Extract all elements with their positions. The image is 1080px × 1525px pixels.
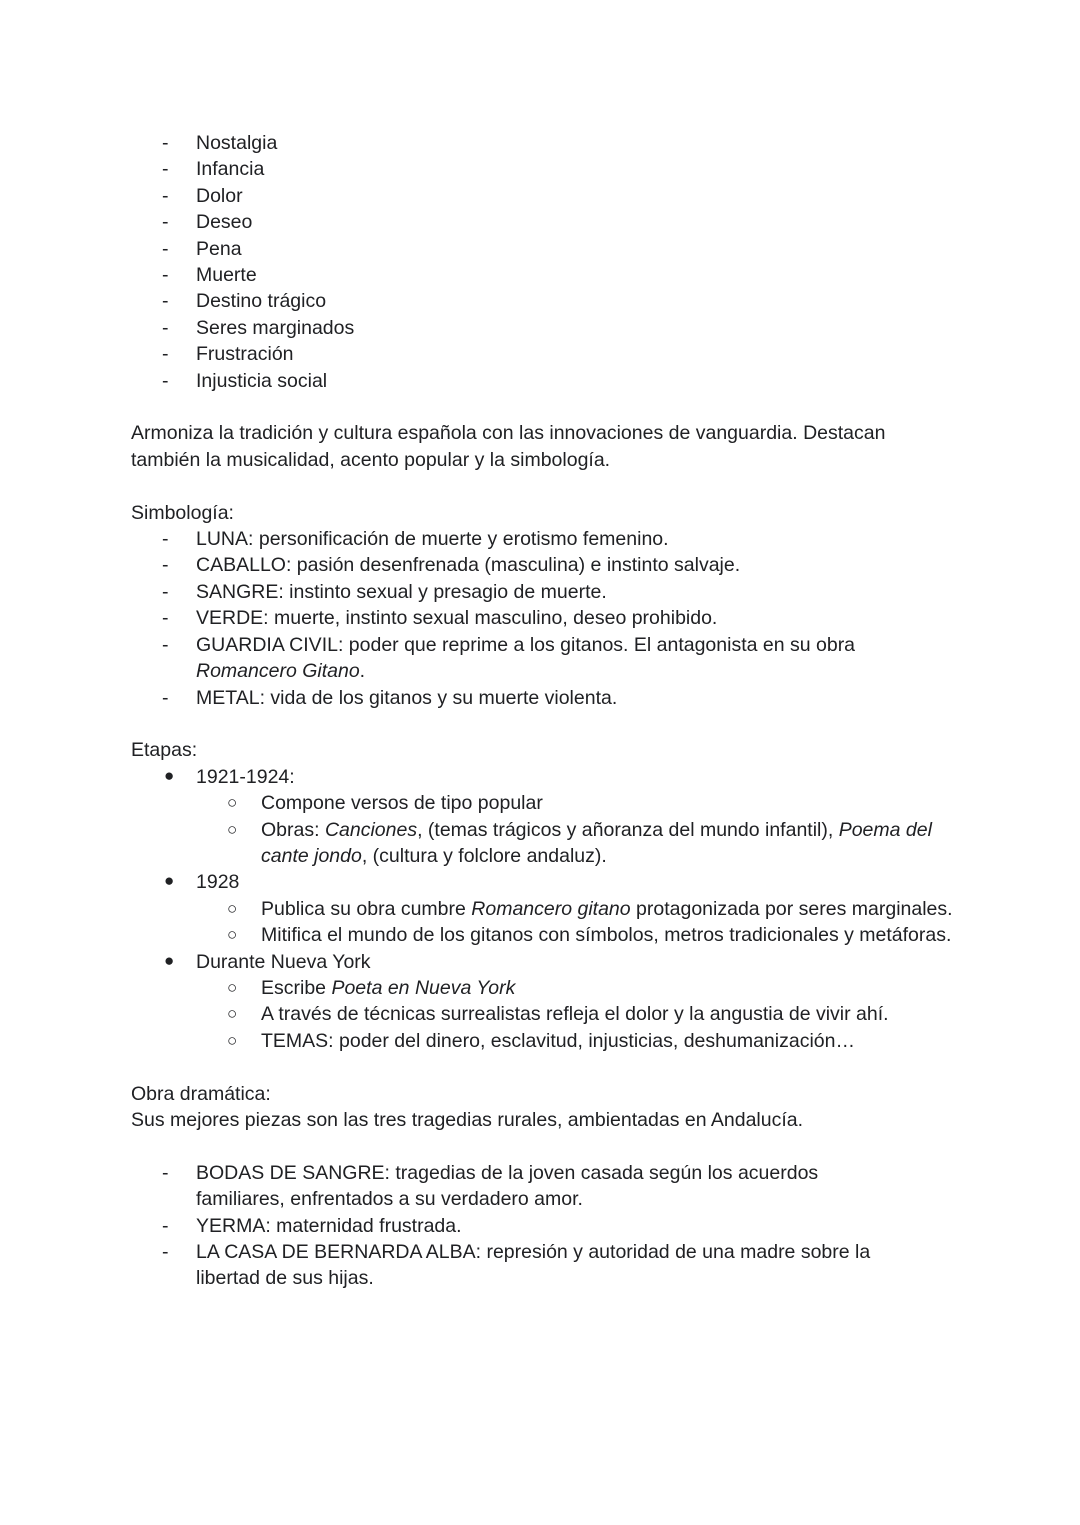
drama-text: LA CASA DE BERNARDA ALBA: represión y autoridad de una madre sobre la libertad de sus hijas. <box>196 1240 871 1290</box>
circle-marker: ○ <box>227 1030 238 1050</box>
stage-label: 1928 <box>196 871 240 894</box>
theme-item <box>0 315 1080 341</box>
bullet-marker: ● <box>164 871 175 891</box>
theme-item <box>0 341 1080 367</box>
dash-marker: - <box>162 633 169 656</box>
dash-marker: - <box>162 580 169 603</box>
symbol-text: SANGRE: instinto sexual y presagio de muerte. <box>196 580 607 603</box>
dash-marker: - <box>162 1240 169 1263</box>
stage-item <box>0 764 1080 870</box>
drama-item <box>0 1213 880 1239</box>
symbol-text: VERDE: muerte, instinto sexual masculino, deseo prohibido. <box>196 607 718 630</box>
dash-marker: - <box>162 158 169 181</box>
stage-sub-list <box>196 896 1080 949</box>
stage-item <box>0 869 1080 948</box>
theme-item <box>0 156 1080 182</box>
intro-paragraph: Armoniza la tradición y cultura española con las innovaciones de vanguardia. Destacan también la musicalidad, acento popular y la simbología. <box>131 422 886 471</box>
stage-sub-list <box>196 975 1080 1054</box>
bullet-marker: ● <box>164 950 175 970</box>
dash-marker: - <box>162 211 169 234</box>
theme-item <box>0 262 1080 288</box>
symbols-list <box>0 526 1080 711</box>
dash-marker: - <box>162 290 169 313</box>
stage-sub-item <box>0 1028 1080 1054</box>
stage-label: 1921-1924: <box>196 765 295 788</box>
symbol-item <box>0 552 880 578</box>
dash-marker: - <box>162 343 169 366</box>
dash-marker: - <box>162 607 169 630</box>
stages-list <box>0 764 1080 1054</box>
dash-marker: - <box>162 369 169 392</box>
symbol-text: CABALLO: pasión desenfrenada (masculina) e instinto salvaje. <box>196 554 741 577</box>
theme-text: Dolor <box>196 184 243 207</box>
stage-sub-text: , (temas trágicos y añoranza del mundo infantil), <box>417 818 839 841</box>
drama-intro: Sus mejores piezas son las tres tragedias rurales, ambientadas en Andalucía. <box>131 1108 804 1131</box>
theme-text: Destino trágico <box>196 290 327 313</box>
dash-marker: - <box>162 528 169 551</box>
theme-item <box>0 209 1080 235</box>
symbol-text: LUNA: personificación de muerte y erotismo femenino. <box>196 528 669 551</box>
dash-marker: - <box>162 1214 169 1237</box>
stage-sub-text: Publica su obra cumbre <box>261 897 472 920</box>
dash-marker: - <box>162 1161 169 1184</box>
stage-sub-item <box>0 790 1080 816</box>
stage-sub-list <box>196 790 1080 869</box>
work-title: Poema del cante jondo <box>261 818 932 867</box>
stage-item <box>0 949 1080 1055</box>
dash-marker: - <box>162 316 169 339</box>
document-page <box>0 130 1080 1292</box>
drama-item <box>0 1239 880 1292</box>
symbol-text: GUARDIA CIVIL: poder que reprime a los gitanos. El antagonista en su obra <box>196 633 856 656</box>
theme-item <box>0 288 1080 314</box>
circle-marker: ○ <box>227 977 238 997</box>
drama-text: BODAS DE SANGRE: tragedias de la joven casada según los acuerdos familiares, enfrentados a su verdadero amor. <box>196 1161 819 1211</box>
symbol-item <box>0 632 880 685</box>
dash-marker: - <box>162 554 169 577</box>
dash-marker: - <box>162 132 169 154</box>
stage-sub-item <box>0 817 1080 870</box>
symbol-suffix: . <box>359 660 366 683</box>
stage-sub-text: TEMAS: poder del dinero, esclavitud, injusticias, deshumanización… <box>261 1029 855 1052</box>
theme-text: Deseo <box>196 211 253 234</box>
stage-sub-text: protagonizada por seres marginales. <box>630 897 953 920</box>
drama-heading: Obra dramática: <box>131 1082 271 1105</box>
theme-item <box>0 130 1080 156</box>
circle-marker: ○ <box>227 1004 238 1024</box>
symbols-heading: Simbología: <box>131 501 234 524</box>
symbol-text: METAL: vida de los gitanos y su muerte violenta. <box>196 686 618 709</box>
stage-sub-text: Mitifica el mundo de los gitanos con símbolos, metros tradicionales y metáforas. <box>261 924 952 947</box>
dash-marker: - <box>162 686 169 709</box>
symbol-item <box>0 526 880 552</box>
stage-sub-text: Obras: <box>261 818 325 841</box>
themes-list <box>0 130 1080 394</box>
bullet-marker: ● <box>164 765 175 785</box>
work-title: Romancero gitano <box>471 897 631 920</box>
circle-marker: ○ <box>227 898 238 918</box>
theme-item <box>0 183 1080 209</box>
symbol-italic: Romancero Gitano <box>196 660 360 683</box>
stage-sub-item <box>0 975 1080 1001</box>
theme-text: Seres marginados <box>196 316 355 339</box>
theme-text: Infancia <box>196 158 265 181</box>
symbol-item <box>0 685 880 711</box>
dash-marker: - <box>162 237 169 260</box>
stage-sub-text: , (cultura y folclore andaluz). <box>361 844 607 867</box>
stage-sub-item <box>0 1001 1080 1027</box>
theme-text: Muerte <box>196 264 257 287</box>
dash-marker: - <box>162 264 169 287</box>
theme-text: Pena <box>196 237 242 260</box>
stage-sub-text: Compone versos de tipo popular <box>261 792 543 815</box>
stage-sub-item <box>0 896 1080 922</box>
circle-marker: ○ <box>227 819 238 839</box>
stages-heading: Etapas: <box>131 739 198 762</box>
circle-marker: ○ <box>227 925 238 945</box>
symbol-item <box>0 579 880 605</box>
theme-text: Nostalgia <box>196 132 278 154</box>
theme-text: Frustración <box>196 343 294 366</box>
drama-list <box>0 1160 1080 1292</box>
theme-item <box>0 368 1080 394</box>
theme-text: Injusticia social <box>196 369 328 392</box>
work-title: Poeta en Nueva York <box>331 976 516 999</box>
stage-sub-text: A través de técnicas surrealistas refleja el dolor y la angustia de vivir ahí. <box>261 1003 889 1026</box>
stage-label: Durante Nueva York <box>196 950 371 973</box>
theme-item <box>0 236 1080 262</box>
stage-sub-item <box>0 922 1080 948</box>
stage-sub-text: Escribe <box>261 976 332 999</box>
drama-item <box>0 1160 880 1213</box>
circle-marker: ○ <box>227 793 238 813</box>
drama-text: YERMA: maternidad frustrada. <box>196 1214 462 1237</box>
symbol-item <box>0 605 880 631</box>
work-title: Canciones <box>324 818 418 841</box>
dash-marker: - <box>162 184 169 207</box>
